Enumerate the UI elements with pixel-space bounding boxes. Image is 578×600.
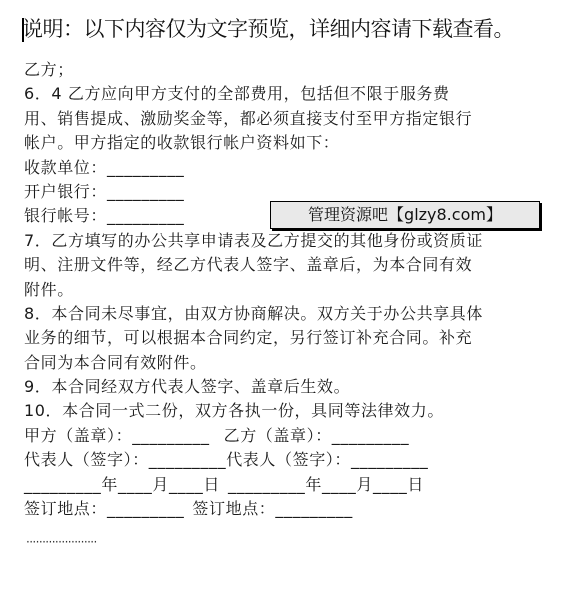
clause-7-line-3: 附件。 bbox=[24, 279, 74, 299]
clause-9: 9．本合同经双方代表人签字、盖章后生效。 bbox=[24, 377, 351, 397]
place-row bbox=[24, 497, 554, 521]
clause-10: 10．本合同一式二份，双方各执一份，具同等法律效力。 bbox=[24, 401, 444, 421]
payee-field: 收款单位：_________ bbox=[24, 157, 185, 177]
clause-6-4-line-2: 用、销售提成、激励奖金等，都必须直接支付至甲方指定银行 bbox=[24, 108, 473, 128]
seal-row bbox=[24, 424, 554, 448]
party-b-representative: 代表人（签字）：_________ bbox=[226, 450, 429, 470]
clause-8-line-2: 业务的细节，可以根据本合同约定，另行签订补充合同。补充 bbox=[24, 328, 473, 348]
watermark-label: 管理资源吧【glzy8.com】 bbox=[270, 201, 540, 229]
party-b-date: _________年____月____日 bbox=[228, 474, 424, 494]
account-number-field: 银行帐号：_________ bbox=[24, 206, 185, 226]
representative-row bbox=[24, 448, 554, 472]
clause-8-line-3: 合同为本合同有效附件。 bbox=[24, 352, 207, 372]
clause-8-line-1: 8．本合同未尽事宜，由双方协商解决。双方关于办公共享具体 bbox=[24, 303, 483, 323]
party-a-place: 签订地点：_________ bbox=[24, 499, 185, 519]
dotted-leader: ······················ bbox=[26, 535, 97, 549]
party-a-seal: 甲方（盖章）：_________ bbox=[24, 425, 210, 445]
date-row bbox=[24, 473, 554, 497]
party-b-place: 签订地点：_________ bbox=[192, 499, 353, 519]
clause-6-4-line-3: 帐户。甲方指定的收款银行帐户资料如下： bbox=[24, 133, 340, 153]
party-a-date: _________年____月____日 bbox=[24, 474, 220, 494]
preview-notice: 说明：以下内容仅为文字预览，详细内容请下载查看。 bbox=[22, 17, 514, 41]
document-body bbox=[24, 58, 554, 521]
bank-field: 开户银行：_________ bbox=[24, 181, 185, 201]
clause-7-line-1: 7．乙方填写的办公共享申请表及乙方提交的其他身份或资质证 bbox=[24, 230, 483, 250]
paragraph-party-b: 乙方； bbox=[24, 60, 74, 79]
party-a-representative: 代表人（签字）：_________ bbox=[24, 450, 227, 470]
clause-6-4-line-1: 6．4 乙方应向甲方支付的全部费用，包括但不限于服务费 bbox=[24, 84, 450, 104]
clause-7-line-2: 明、注册文件等，经乙方代表人签字、盖章后，为本合同有效 bbox=[24, 255, 473, 275]
party-b-seal: 乙方（盖章）：_________ bbox=[223, 425, 410, 445]
